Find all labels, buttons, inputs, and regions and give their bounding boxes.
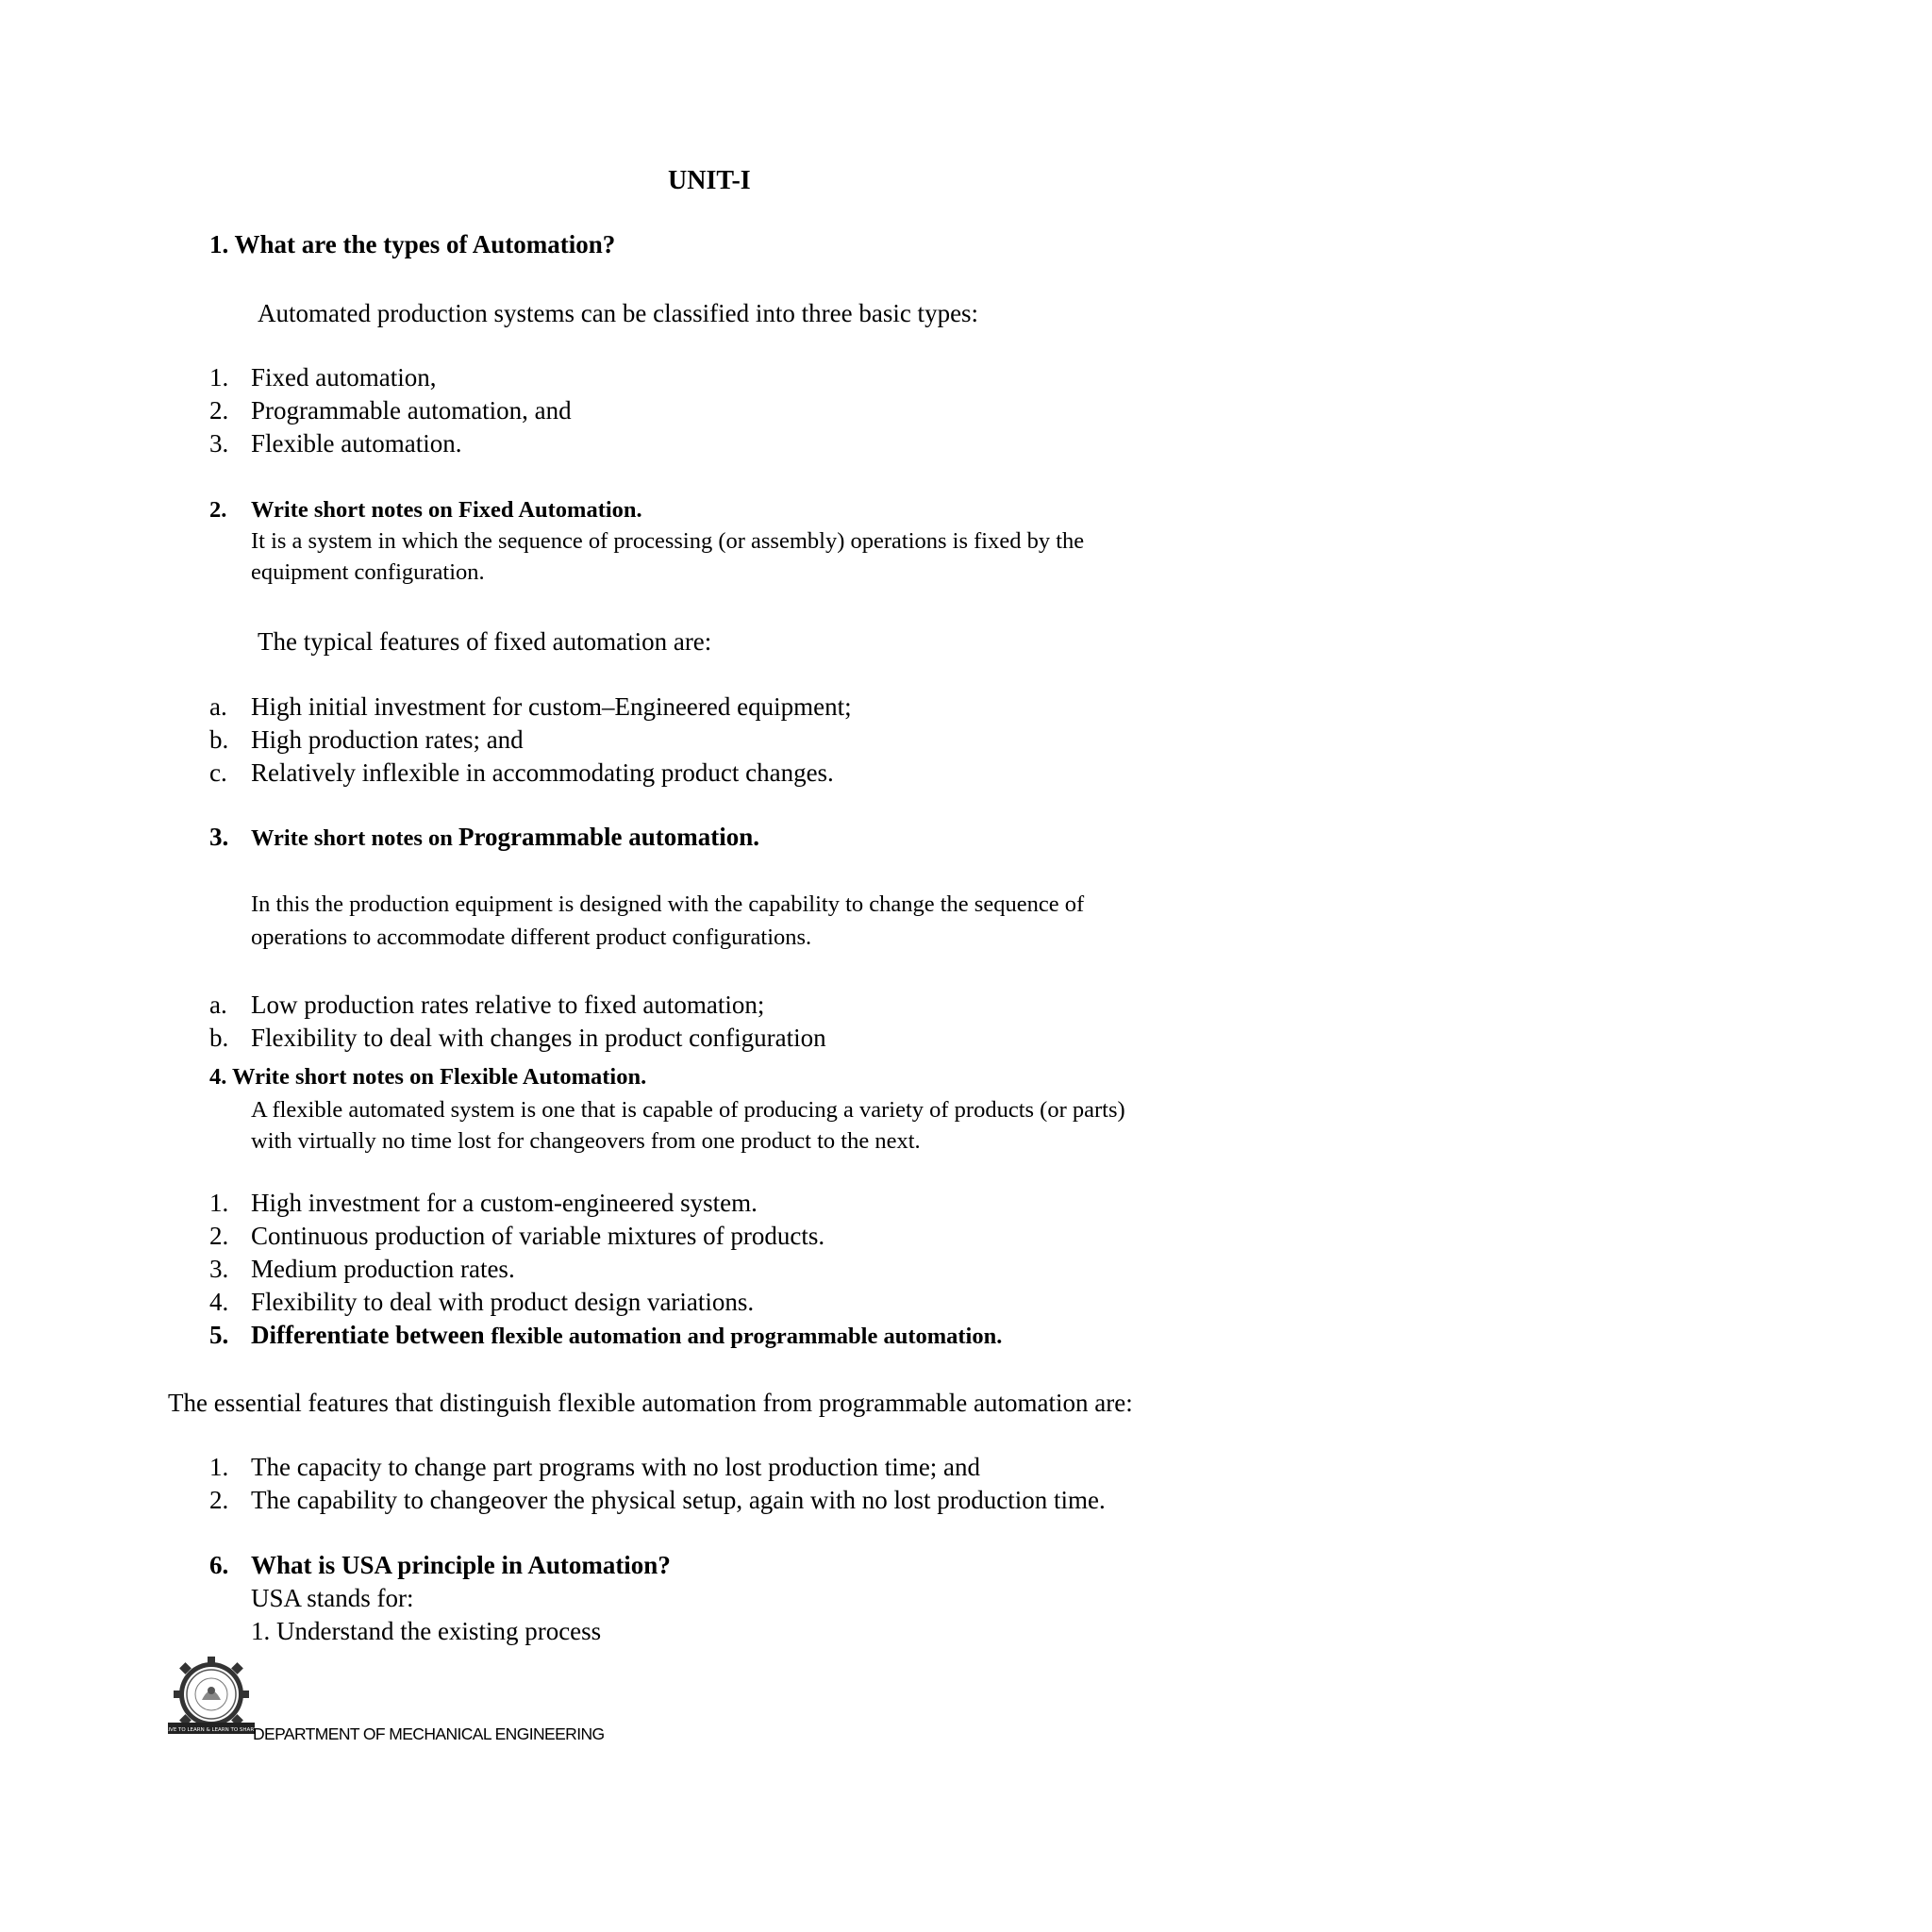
question-number: 2. xyxy=(209,497,227,523)
question-4-heading: 4. Write short notes on Flexible Automation. xyxy=(209,1064,647,1090)
question-3-body-line: In this the production equipment is designed with the capability to change the sequence of xyxy=(251,891,1085,917)
question-6-line: 1. Understand the existing process xyxy=(251,1617,602,1645)
question-text: Differentiate between xyxy=(251,1321,491,1349)
list-item xyxy=(209,1286,754,1318)
question-2-body-line: equipment configuration. xyxy=(251,559,485,585)
list-letter: c. xyxy=(209,758,227,787)
list-text: Low production rates relative to fixed automation; xyxy=(251,991,765,1019)
list-text: The capacity to change part programs with no lost production time; and xyxy=(251,1453,981,1481)
question-6-line: USA stands for: xyxy=(251,1584,414,1612)
list-number: 1. xyxy=(209,363,229,391)
list-text: High production rates; and xyxy=(251,725,524,754)
question-text-emphasis: Programmable automation. xyxy=(458,823,760,851)
college-seal-icon xyxy=(168,1653,255,1740)
list-letter: b. xyxy=(209,1024,229,1052)
list-number: 3. xyxy=(209,429,229,458)
svg-text:LIVE TO LEARN & LEARN TO SHARE: LIVE TO LEARN & LEARN TO SHARE xyxy=(168,1727,255,1733)
list-number: 1. xyxy=(209,1189,229,1217)
question-5-intro: The essential features that distinguish flexible automation from programmable automation are: xyxy=(168,1389,1133,1417)
list-letter: b. xyxy=(209,725,229,754)
list-letter: a. xyxy=(209,991,227,1019)
question-2-heading xyxy=(209,494,642,526)
list-number: 2. xyxy=(209,1222,229,1250)
list-text: Continuous production of variable mixtures of products. xyxy=(251,1222,825,1250)
list-item xyxy=(209,1220,824,1252)
list-number: 2. xyxy=(209,1486,229,1514)
department-name: DEPARTMENT OF MECHANICAL ENGINEERING xyxy=(253,1724,605,1743)
list-text: Flexibility to deal with changes in product configuration xyxy=(251,1024,826,1052)
list-item xyxy=(209,1451,980,1483)
list-text: High investment for a custom-engineered system. xyxy=(251,1189,758,1217)
list-item xyxy=(209,1187,758,1219)
list-text: Medium production rates. xyxy=(251,1255,515,1283)
list-item xyxy=(209,361,436,393)
unit-title: UNIT-I xyxy=(668,166,751,195)
question-6-heading xyxy=(209,1549,671,1581)
list-text: Flexible automation. xyxy=(251,429,462,458)
list-item xyxy=(209,427,461,459)
question-1-heading: 1. What are the types of Automation? xyxy=(209,230,616,258)
question-2-body-line: It is a system in which the sequence of processing (or assembly) operations is fixed by the xyxy=(251,528,1085,554)
list-item xyxy=(209,989,764,1021)
question-number: 5. xyxy=(209,1321,229,1349)
list-number: 2. xyxy=(209,396,229,425)
list-item xyxy=(209,1253,515,1285)
list-item xyxy=(209,1484,1106,1516)
list-item xyxy=(209,394,572,426)
question-text: Write short notes on Fixed Automation. xyxy=(251,497,642,523)
question-text-rest: flexible automation and programmable automation. xyxy=(491,1324,1003,1349)
question-number: 3. xyxy=(209,823,229,851)
list-item xyxy=(209,1022,826,1054)
list-text: High initial investment for custom–Engineered equipment; xyxy=(251,692,852,721)
question-3-heading xyxy=(209,821,759,855)
question-4-body-line: with virtually no time lost for changeovers from one product to the next. xyxy=(251,1128,921,1154)
list-item xyxy=(209,691,852,723)
question-3-body-line: operations to accommodate different product configurations. xyxy=(251,924,812,950)
list-text: The capability to changeover the physical setup, again with no lost production time. xyxy=(251,1486,1106,1514)
list-text: Fixed automation, xyxy=(251,363,437,391)
question-text: Write short notes on xyxy=(251,825,459,851)
list-letter: a. xyxy=(209,692,227,721)
question-text: What is USA principle in Automation? xyxy=(251,1551,671,1579)
list-item xyxy=(209,757,834,789)
list-item xyxy=(209,724,524,756)
list-number: 1. xyxy=(209,1453,229,1481)
list-text: Programmable automation, and xyxy=(251,396,572,425)
list-number: 4. xyxy=(209,1288,229,1316)
question-1-intro: Automated production systems can be classified into three basic types: xyxy=(258,299,979,327)
question-4-body-line: A flexible automated system is one that is capable of producing a variety of products (or parts) xyxy=(251,1097,1125,1123)
question-2-intro: The typical features of fixed automation are: xyxy=(258,627,712,656)
list-number: 3. xyxy=(209,1255,229,1283)
list-text: Relatively inflexible in accommodating product changes. xyxy=(251,758,834,787)
list-text: Flexibility to deal with product design variations. xyxy=(251,1288,755,1316)
question-5-heading xyxy=(209,1319,1002,1353)
question-number: 6. xyxy=(209,1551,229,1579)
